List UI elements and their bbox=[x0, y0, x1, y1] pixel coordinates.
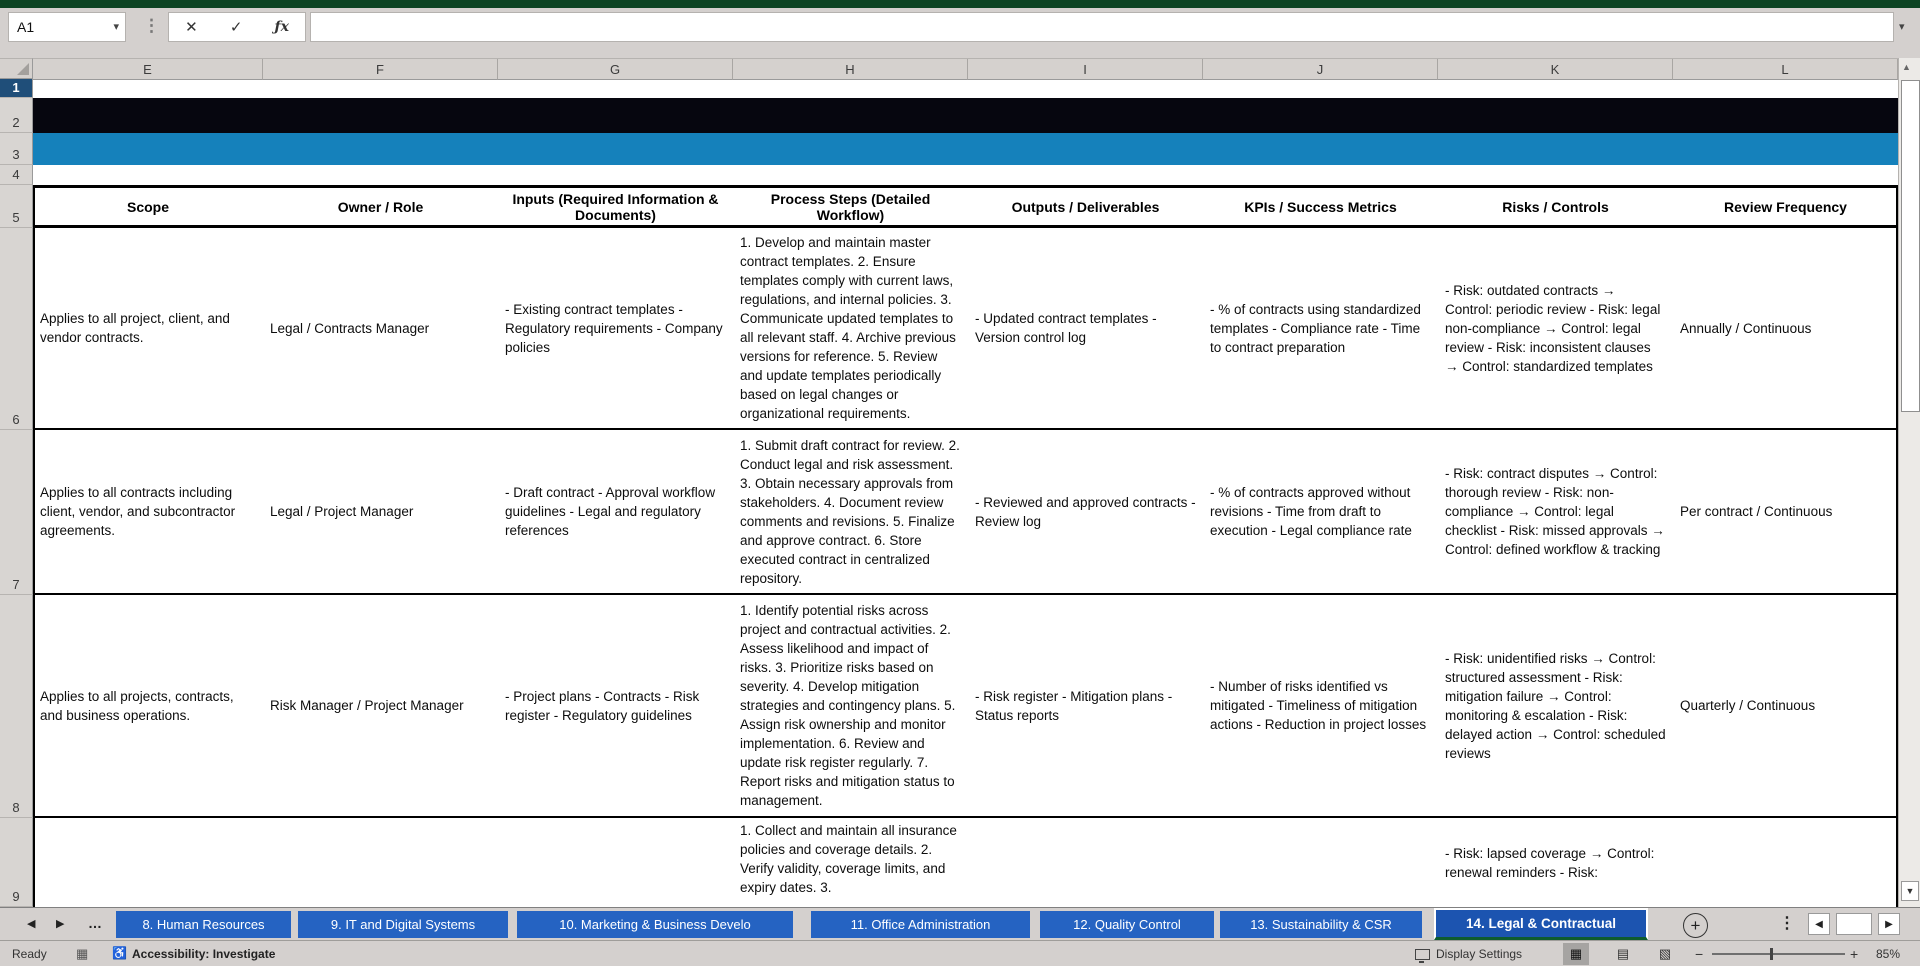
table-row-6 bbox=[33, 228, 1898, 430]
sheet-tab-9[interactable]: 9. IT and Digital Systems bbox=[298, 911, 508, 938]
cell-L7[interactable]: Per contract / Continuous bbox=[1680, 504, 1833, 519]
name-box-dropdown-icon[interactable]: ▾ bbox=[113, 21, 119, 33]
zoom-percent[interactable]: 85% bbox=[1876, 947, 1901, 961]
title-bar-strip bbox=[0, 0, 1920, 8]
tabs-overflow-ellipsis[interactable]: … bbox=[88, 915, 102, 931]
column-header-I[interactable]: I bbox=[968, 59, 1203, 80]
row-header-9[interactable]: 9 bbox=[0, 818, 33, 907]
cell-J9[interactable] bbox=[1203, 818, 1438, 907]
row-header-7[interactable]: 7 bbox=[0, 430, 33, 595]
cell-J8[interactable]: - Number of risks identified vs mitigated - Timeliness of mitigation actions - Reduction in project losses bbox=[1210, 679, 1427, 732]
cell-K9[interactable]: - Risk: lapsed coverage → Control: renewal reminders - Risk: bbox=[1445, 845, 1655, 880]
display-settings-icon bbox=[1415, 949, 1430, 960]
hscroll-thumb[interactable] bbox=[1836, 913, 1872, 935]
column-header-F[interactable]: F bbox=[263, 59, 498, 80]
row-header-1[interactable]: 1 bbox=[0, 79, 33, 98]
column-header-L[interactable]: L bbox=[1673, 59, 1898, 80]
view-page-layout-button[interactable]: ▤ bbox=[1616, 946, 1630, 961]
sheet-tab-11[interactable]: 11. Office Administration bbox=[811, 911, 1030, 938]
cell-J6[interactable]: - % of contracts using standardized templates - Compliance rate - Time to contract preparation bbox=[1210, 301, 1421, 355]
sheet-tab-13[interactable]: 13. Sustainability & CSR bbox=[1220, 911, 1422, 938]
table-header-K5[interactable]: Risks / Controls bbox=[1502, 198, 1609, 215]
sheet-tab-8[interactable]: 8. Human Resources bbox=[116, 911, 291, 938]
table-header-E5[interactable]: Scope bbox=[126, 198, 169, 215]
insert-function-button[interactable]: ƒx bbox=[274, 19, 289, 35]
sheet-tab-10[interactable]: 10. Marketing & Business Develo bbox=[517, 911, 793, 938]
table-left-border bbox=[33, 185, 35, 907]
column-header-K[interactable]: K bbox=[1438, 59, 1673, 80]
table-row-9 bbox=[33, 818, 1898, 907]
column-header-H[interactable]: H bbox=[733, 59, 968, 80]
scroll-down-icon[interactable]: ▼ bbox=[1901, 881, 1919, 901]
cell-K6[interactable]: - Risk: outdated contracts → Control: periodic review - Risk: legal non-compliance → Control: legal review - Risk: inconsistent clauses → Control: standardized templates bbox=[1445, 282, 1661, 374]
enter-button[interactable]: ✓ bbox=[229, 19, 243, 36]
zoom-in-button[interactable]: + bbox=[1850, 946, 1859, 962]
sheet-tab-bar bbox=[0, 907, 1920, 940]
display-settings-label: Display Settings bbox=[1436, 947, 1523, 961]
cell-G8[interactable]: - Project plans - Contracts - Risk register - Regulatory guidelines bbox=[505, 688, 700, 723]
column-headers bbox=[33, 58, 1898, 79]
row-header-3[interactable]: 3 bbox=[0, 133, 33, 165]
zoom-slider[interactable] bbox=[1712, 953, 1845, 955]
row-header-4[interactable]: 4 bbox=[0, 165, 33, 185]
vertical-scrollbar[interactable] bbox=[1898, 58, 1920, 907]
row-header-6[interactable]: 6 bbox=[0, 228, 33, 430]
cell-H8[interactable]: 1. Identify potential risks across project and contractual activities. 2. Assess likelihood and impact of risks. 3. Prioritize risks based on severity. 4. Develop mitigation strategies and contingency plans. 5. Assign risk ownership and monitor implementation. 6. Review and update risk register regularly. 7. Report risks and mitigation status to management. bbox=[740, 603, 956, 808]
table-header-G5[interactable]: Inputs (Required Information & Documents) bbox=[512, 190, 719, 223]
cell-H9[interactable]: 1. Collect and maintain all insurance policies and coverage details. 2. Verify validity, coverage limits, and expiry dates. 3. bbox=[740, 823, 957, 895]
row-header-2[interactable]: 2 bbox=[0, 98, 33, 133]
select-all-corner[interactable] bbox=[0, 58, 33, 79]
table-header-J5[interactable]: KPIs / Success Metrics bbox=[1244, 198, 1397, 215]
select-all-triangle-icon bbox=[17, 63, 29, 75]
status-ready: Ready bbox=[12, 947, 47, 961]
hscroll-right-button[interactable]: ▶ bbox=[1878, 913, 1900, 935]
cell-E8[interactable]: Applies to all projects, contracts, and business operations. bbox=[40, 688, 234, 723]
cell-E9[interactable] bbox=[33, 818, 263, 907]
column-header-J[interactable]: J bbox=[1203, 59, 1438, 80]
status-bar bbox=[0, 940, 1920, 966]
cancel-button[interactable]: ✕ bbox=[185, 19, 198, 36]
table-row-7 bbox=[33, 430, 1898, 595]
cell-L8[interactable]: Quarterly / Continuous bbox=[1680, 698, 1816, 713]
table-header-I5[interactable]: Outputs / Deliverables bbox=[1011, 198, 1160, 215]
cell-L9[interactable] bbox=[1673, 818, 1898, 907]
formula-bar-row bbox=[0, 8, 1920, 58]
plus-icon: + bbox=[1690, 916, 1701, 935]
cell-G6[interactable]: - Existing contract templates - Regulatory requirements - Company policies bbox=[505, 301, 723, 355]
row-header-5[interactable]: 5 bbox=[0, 185, 33, 228]
view-normal-button[interactable]: ▦ bbox=[1563, 943, 1589, 965]
formula-buttons bbox=[168, 12, 306, 42]
table-row-8 bbox=[33, 595, 1898, 818]
column-header-G[interactable]: G bbox=[498, 59, 733, 80]
cell-I9[interactable] bbox=[968, 818, 1203, 907]
cell-I6[interactable]: - Updated contract templates - Version control log bbox=[975, 311, 1157, 345]
cell-F9[interactable] bbox=[263, 818, 498, 907]
name-box[interactable] bbox=[8, 12, 126, 42]
drag-handle-icon: ⋮ bbox=[143, 16, 160, 35]
accessibility-icon: ♿ bbox=[112, 946, 127, 960]
tabs-scroll-right-icon[interactable]: ▶ bbox=[56, 918, 65, 930]
cell-I8[interactable]: - Risk register - Mitigation plans - Status reports bbox=[975, 688, 1173, 723]
cell-H7[interactable]: 1. Submit draft contract for review. 2. Conduct legal and risk assessment. 3. Obtain necessary approvals from stakeholders. 4. Document review comments and revisions. 5. Finalize and approve contract. 6. Store executed contract in centralized repository. bbox=[740, 437, 960, 586]
tabs-scroll-left-icon[interactable]: ◀ bbox=[27, 918, 36, 930]
sheet-tab-14[interactable]: 14. Legal & Contractual bbox=[1434, 908, 1648, 940]
row-headers bbox=[0, 79, 33, 907]
banner-row-blue[interactable] bbox=[33, 133, 1898, 165]
banner-row-dark[interactable] bbox=[33, 98, 1898, 133]
cell-H6[interactable]: 1. Develop and maintain master contract templates. 2. Ensure templates comply with current laws, regulations, and internal policies. 3. Communicate updated templates to all relevant staff. 4. Archive previous versions for reference. 5. Review and update templates periodically based on legal changes or organizational requirements. bbox=[740, 235, 956, 421]
cell-G7[interactable]: - Draft contract - Approval workflow guidelines - Legal and regulatory references bbox=[505, 485, 716, 538]
table-header-row bbox=[33, 185, 1898, 228]
cell-J7[interactable]: - % of contracts approved without revisions - Time from draft to execution - Legal compliance rate bbox=[1210, 485, 1412, 538]
cell-E7[interactable]: Applies to all contracts including client, vendor, and subcontractor agreements. bbox=[40, 485, 236, 538]
cell-F7[interactable]: Legal / Project Manager bbox=[270, 504, 414, 519]
tab-options-icon[interactable]: ⋮ bbox=[1779, 915, 1795, 932]
add-sheet-button[interactable] bbox=[1683, 913, 1708, 938]
zoom-out-button[interactable]: − bbox=[1695, 946, 1704, 962]
cell-I7[interactable]: - Reviewed and approved contracts - Review log bbox=[975, 494, 1196, 529]
cell-E6[interactable]: Applies to all project, client, and vendor contracts. bbox=[40, 311, 230, 345]
cell-K8[interactable]: - Risk: unidentified risks → Control: structured assessment - Risk: mitigation failure → Control: monitoring & escalation - Risk: delayed action → Control: scheduled reviews bbox=[1445, 650, 1666, 761]
formula-input[interactable] bbox=[310, 12, 1894, 42]
display-settings-button[interactable] bbox=[1415, 947, 1522, 961]
cell-F8[interactable]: Risk Manager / Project Manager bbox=[270, 698, 464, 713]
cell-K7[interactable]: - Risk: contract disputes → Control: thorough review - Risk: non-compliance → Control: legal checklist - Risk: missed approvals → Control: defined workflow & tracking bbox=[1445, 466, 1665, 557]
zoom-slider-thumb[interactable] bbox=[1770, 948, 1773, 960]
sheet-tab-12[interactable]: 12. Quality Control bbox=[1040, 911, 1214, 938]
hscroll-left-button[interactable]: ◀ bbox=[1808, 913, 1830, 935]
accessibility-status[interactable]: Accessibility: Investigate bbox=[132, 947, 276, 961]
vertical-scrollbar-thumb[interactable] bbox=[1901, 80, 1920, 412]
cell-L6[interactable]: Annually / Continuous bbox=[1680, 320, 1812, 336]
formula-bar-expand-icon[interactable]: ▾ bbox=[1899, 21, 1905, 33]
row-header-8[interactable]: 8 bbox=[0, 595, 33, 818]
name-box-value: A1 bbox=[17, 19, 35, 35]
cell-F6[interactable]: Legal / Contracts Manager bbox=[270, 320, 430, 336]
cell-G9[interactable] bbox=[498, 818, 733, 907]
column-header-E[interactable]: E bbox=[33, 59, 263, 80]
view-page-break-button[interactable]: ▧ bbox=[1658, 946, 1672, 961]
table-header-H5[interactable]: Process Steps (Detailed Workflow) bbox=[770, 190, 931, 223]
scroll-up-icon[interactable]: ▲ bbox=[1902, 62, 1911, 72]
table-header-F5[interactable]: Owner / Role bbox=[337, 198, 424, 215]
table-header-L5[interactable]: Review Frequency bbox=[1724, 198, 1847, 215]
macro-record-icon[interactable]: ▦ bbox=[76, 946, 89, 961]
